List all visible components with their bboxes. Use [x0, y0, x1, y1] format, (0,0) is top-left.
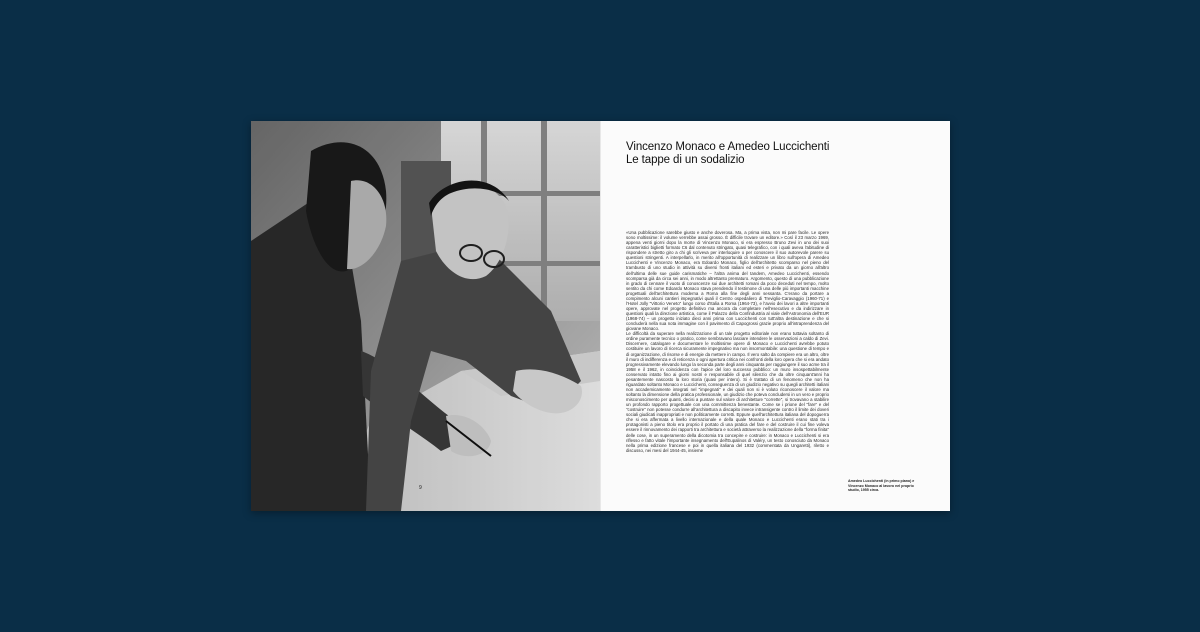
chapter-title	[626, 141, 866, 166]
essay-paragraph: Le difficoltà da superare nella realizzazione di un tale progetto editoriale non erano tuttavia soltanto di ordine puramente tecnico o pratico, come sembravano lasciare intendere le osservazioni a caldo di Zevi. Discernere, catalogare e documentare le moltissime opere di Monaco e Luccichenti avrebbe potuto costituire un lavoro di ricerca sicuramente impegnativo ma non insormontabile: una questione di tempo e di organizzazione, di risorse e di energie da mettere in campo. Il vero salto da compiere era un altro, oltre il muro di indifferenza e di reticenza o ogni apertura critica nei confronti della loro opera che si era andato progressivamente elevando lungo la seconda parte degli anni cinquanta per raggiungere il suo acme tra il 1958 e il 1962, in coincidenza con l'apice del loro successo pubblico: un muro insospettabilmente conservato intatto fino ai giorni nostri e responsabile di quel silenzio che da oltre cinquant'anni ha pesantemente nascosto la loro storia (quasi per intero). Si è trattato di un fenomeno che non ha riguardato soltanto Monaco e Luccichenti, conseguenza di un giudizio negativo su quegli architetti italiani non accademicamente integrati nel "impegnati" e dei quali non si è voluto riconoscere il valore ma soltanto la dimensione della pratica professionale, un giudizio che poteva concludersi in un vero e proprio misconoscimento per quanti, decisi a puntare sul valore di architetture "corrette", si trovavano a stabilire un profondo rapporto progettuale con una committenza benestante. Come se i prione del "fare" e del "costruire" non potesse condurre all'architettura a discapito invece intransigente contro il limite dei doveri sociali giudicati inappropriati e non politicamente corretti. Eppure quell'architettura italiana del dopoguerra che si era affermata a livello internazionale e della quale Monaco e Luccichenti erano stati tra i protagonisti a pieno titolo era proprio il portato di una pratica del fare e del costruire il cui fine voleva essere il rinnovamento dei rapporti tra architettura e società attraverso la realizzazione della "forma finita" delle cose, in un superamento della dicotomia tra concepire e costruire: in Monaco e Luccichenti si era riflesso e fatto vitale l'importante insegnamento dell'Eupalinos di Valéry, un testo conosciuto da Monaco nella prima edizione francese e poi in quella italiana del 1932 (commentata da Ungaretti), riletto e discusso, nei mesi del 1944-45, insieme	[626, 331, 829, 453]
chapter-title-line-1: Vincenzo Monaco e Amedeo Luccichenti	[626, 141, 830, 153]
chapter-title-line-2: Le tappe di un sodalizio	[626, 153, 745, 166]
archival-photo-icon	[251, 121, 600, 511]
essay-body	[626, 230, 829, 472]
photo-caption: Amedeo Luccichenti (in primo piano) e Vincenzo Monaco al lavoro nel proprio studio, 1955 circa.	[848, 479, 915, 493]
book-spread	[251, 121, 950, 511]
archival-photo	[251, 121, 600, 511]
page-number: 9	[419, 485, 422, 491]
essay-paragraph: «Una pubblicazione sarebbe giusto e anche doverosa. Ma, a prima vista, non mi pare facile. Le opere sono moltissime: il volume verrebbe assai grosso. È difficile trovare un editore.» Così il 23 marzo 1969, appena venti giorni dopo la morte di Vincenzo Monaco, si era espresso Bruno Zevi in uno dei suoi caratteristici biglietti formato C6 dal contenuto stringato, quasi telegrafico, con i quali aveva l'abitudine di rispondere a stretto giro a chi gli scriveva per interloquire o per conoscere il suo autorevole parere su questioni stringenti. A interpellarlo, in merito all'opportunità di realizzare un libro sull'opera di Amedeo Luccichenti e Vincenzo Monaco, era Edoardo Monaco, figlio dell'architetto scomparso nel pieno del trambusto di uno studio in attività su diversi fronti italiani ed esteri e privato da un giorno all'altro dell'ultima delle sue guide carismatiche – l'altra anima del tandem, Amedeo Luccichenti, essendo scomparsa già da circa sei anni, in modo altrettanto prematuro. Argomento, questo di una pubblicazione in grado di cennare il vuoto di conoscenze sui due architetti romani da poco deceduti nel tempo, molto sentito da chi come Edoardo Monaco stava prendendo il testimone di una delle più importanti macchine progettuali dell'architettura moderna a Roma alla fine degli anni sessanta. C'erano da portare a compimento alcuni cantieri impegnativi quali il Centro ospedaliero di Treviglio-Caravaggio (1960-71) e l'Hotel Jolly "Vittorio Veneto" lungo corso d'Italia a Roma (1964-73), e l'avvio dei lavori a altre importanti opere, approvate nel progetto definitivo ma ancora da completare nell'esecutivo e da indirizzare in questioni quali la direzione artistica, come il Palazzo della Confindustria al viale dell'Astronomia dell'EUR (1968-74) – un progetto iniziato dieci anni prima con Luccichenti con tutt'altra destinazione e che si concluderà nella sua nota immagine con il pavimento di Capogrossi grazie proprio all'intraprendenza del giovane Monaco.	[626, 230, 829, 332]
